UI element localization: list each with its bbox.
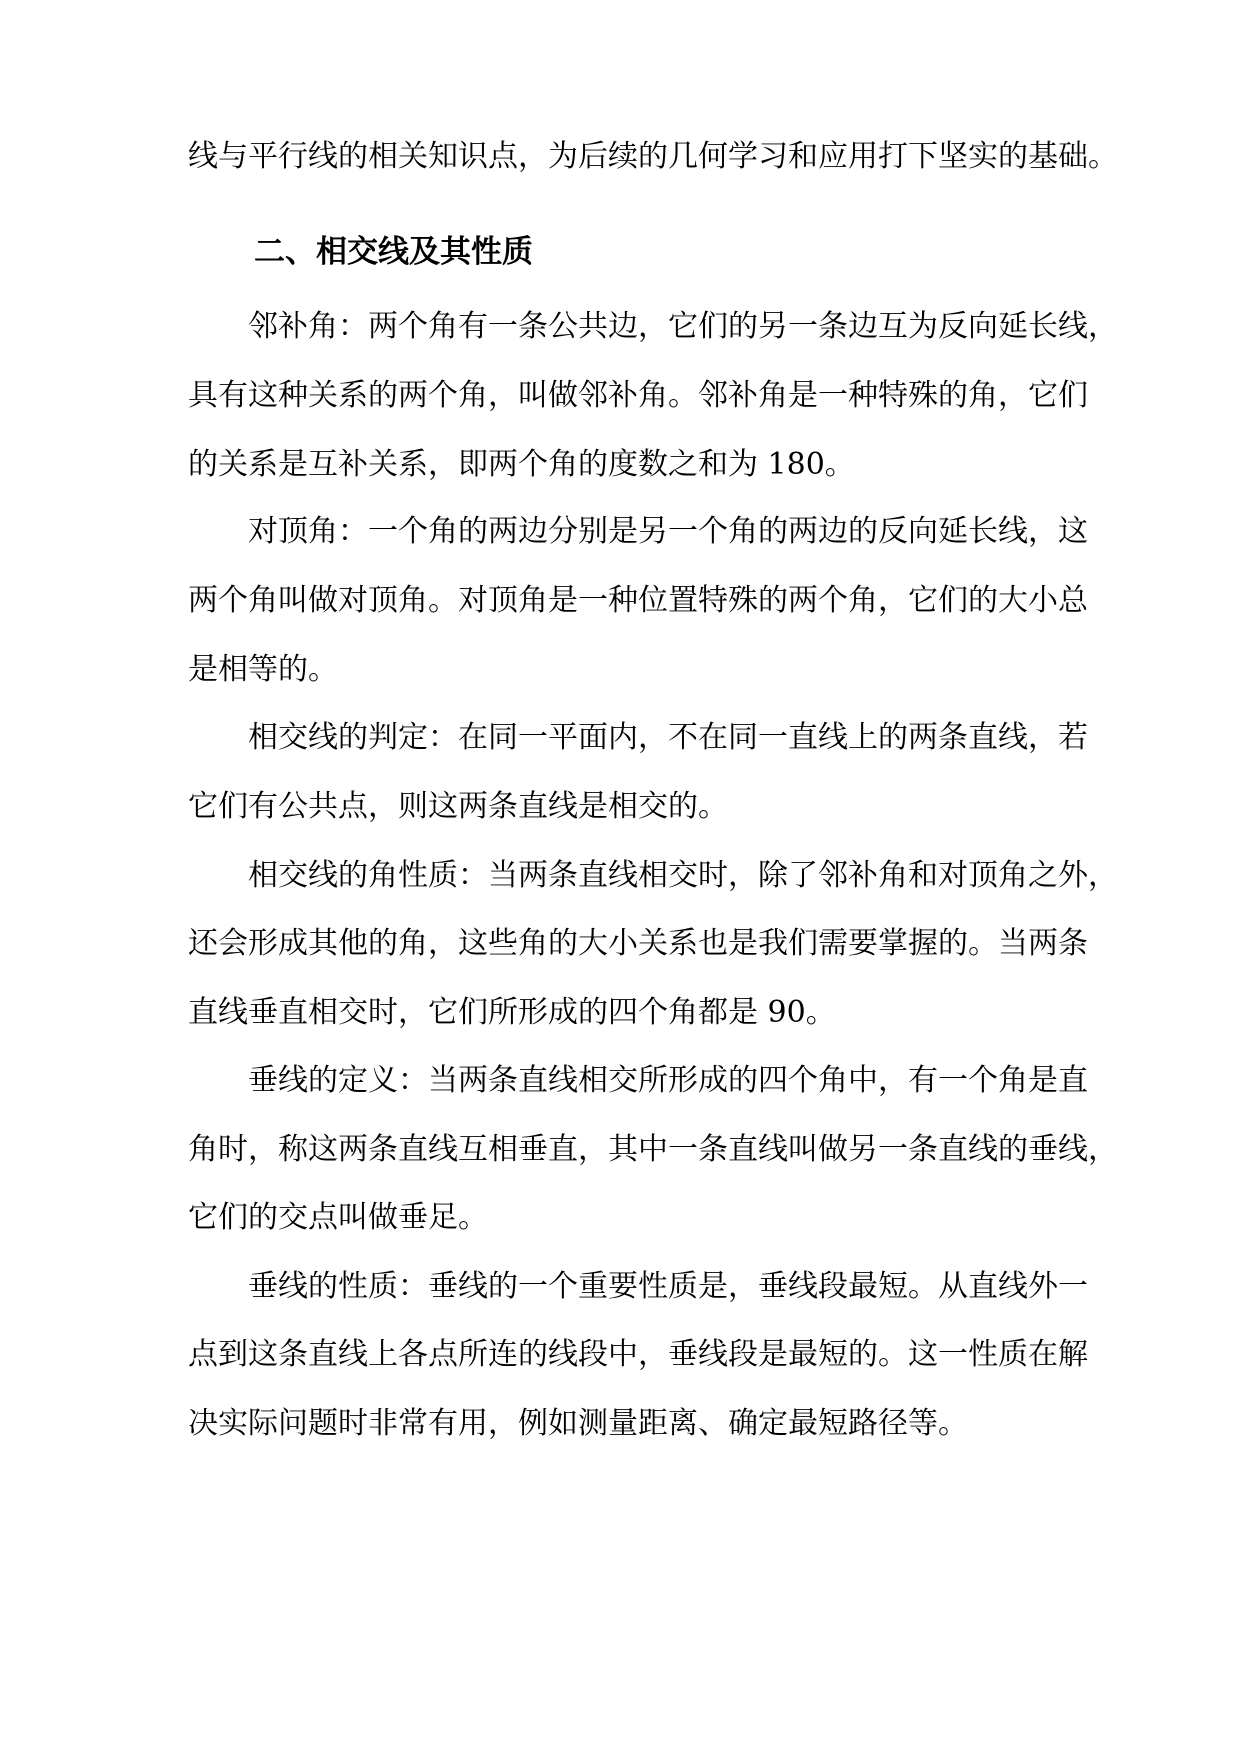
paragraph-line: 对顶角：一个角的两边分别是另一个角的两边的反向延长线，这 bbox=[188, 514, 1088, 549]
paragraph-line: 垂线的性质：垂线的一个重要性质是，垂线段最短。从直线外一 bbox=[188, 1269, 1088, 1304]
paragraph-line: 具有这种关系的两个角，叫做邻补角。邻补角是一种特殊的角，它们 bbox=[188, 378, 1088, 413]
intro-line: 线与平行线的相关知识点，为后续的几何学习和应用打下坚实的基础。 bbox=[188, 139, 1118, 174]
paragraph-line: 点到这条直线上各点所连的线段中，垂线段是最短的。这一性质在解 bbox=[188, 1337, 1088, 1372]
paragraph-line: 它们有公共点，则这两条直线是相交的。 bbox=[188, 789, 728, 824]
paragraph-line: 垂线的定义：当两条直线相交所形成的四个角中，有一个角是直 bbox=[188, 1063, 1088, 1098]
paragraph-line: 邻补角：两个角有一条公共边，它们的另一条边互为反向延长线， bbox=[188, 309, 1118, 344]
paragraph-line: 是相等的。 bbox=[188, 652, 338, 687]
paragraph-line: 决实际问题时非常有用，例如测量距离、确定最短路径等。 bbox=[188, 1406, 968, 1441]
paragraph-line: 它们的交点叫做垂足。 bbox=[188, 1200, 488, 1235]
paragraph-line: 相交线的判定：在同一平面内，不在同一直线上的两条直线，若 bbox=[188, 720, 1088, 755]
paragraph-line: 直线垂直相交时，它们所形成的四个角都是 90。 bbox=[188, 995, 836, 1030]
section-heading: 二、相交线及其性质 bbox=[254, 234, 533, 270]
paragraph-line: 的关系是互补关系，即两个角的度数之和为 180。 bbox=[188, 447, 855, 482]
paragraph-line: 还会形成其他的角，这些角的大小关系也是我们需要掌握的。当两条 bbox=[188, 926, 1088, 961]
paragraph-line: 角时，称这两条直线互相垂直，其中一条直线叫做另一条直线的垂线， bbox=[188, 1132, 1118, 1167]
paragraph-line: 相交线的角性质：当两条直线相交时，除了邻补角和对顶角之外， bbox=[188, 858, 1118, 893]
paragraph-line: 两个角叫做对顶角。对顶角是一种位置特殊的两个角，它们的大小总 bbox=[188, 583, 1088, 618]
